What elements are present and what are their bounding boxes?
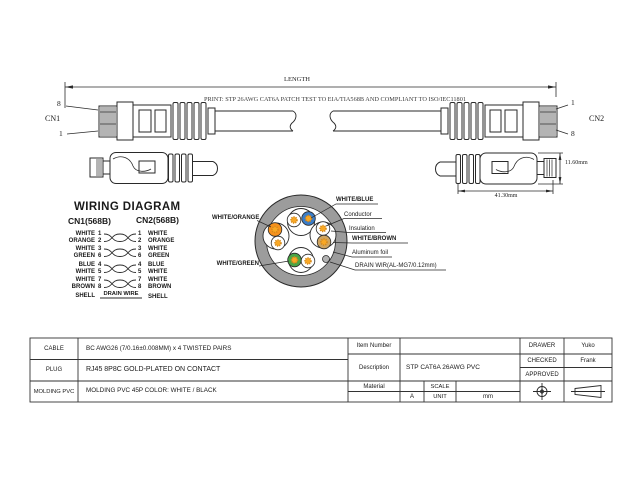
cn2-header: CN2(568B): [136, 215, 179, 225]
right-wire-color: WHITE: [148, 230, 168, 237]
plug-row-label: PLUG: [45, 367, 63, 373]
cn1-header: CN1(568B): [68, 216, 111, 226]
left-pin-number: 8: [98, 284, 102, 290]
left-wire-color: WHITE: [75, 269, 95, 275]
molding-row-value: MOLDING PVC 45P COLOR: WHITE / BLACK: [86, 387, 217, 394]
approved-label: APPROVED: [525, 371, 559, 378]
checked-value: Frank: [580, 358, 596, 364]
shell-label-right: SHELL: [148, 294, 168, 300]
revision-value: A: [409, 394, 414, 400]
unit-value: mm: [483, 394, 493, 400]
left-wire-color: WHITE: [75, 276, 95, 283]
left-pin-number: 2: [98, 238, 102, 244]
wiring-row: [58, 238, 194, 245]
cable-cross-section: [255, 195, 446, 287]
length41-dimension-value: 41.30mm: [494, 192, 518, 199]
cn1-pin8-callout: 8: [57, 99, 61, 108]
left-wire-color: BLUE: [78, 261, 95, 268]
left-wire-color: ORANGE: [68, 238, 95, 244]
shell-label-left: SHELL: [75, 293, 95, 299]
left-pin-number: 6: [98, 253, 102, 259]
cn1-pin1-callout: 1: [59, 129, 63, 138]
cn1-connector-front: [66, 102, 296, 140]
drawer-label: DRAWER: [528, 343, 556, 349]
cable-row-label: CABLE: [44, 346, 64, 352]
cn1-connector-side: [90, 153, 218, 184]
item-number-label: Item Number: [356, 343, 392, 349]
aluminum-foil-label: Aluminum foil: [352, 250, 389, 256]
material-label: Material: [363, 383, 385, 390]
right-pin-number: 8: [138, 284, 142, 290]
cn2-connector-front: [330, 102, 568, 140]
scale-label: SCALE: [430, 383, 450, 390]
white-brown-label: WHITE/BROWN: [352, 236, 397, 242]
description-label: Description: [358, 364, 389, 371]
projection-target-icon: [533, 383, 551, 400]
white-orange-label: WHITE/ORANGE: [212, 215, 260, 221]
right-pin-number: 1: [138, 230, 142, 237]
drain-wire-dot: [323, 256, 330, 263]
left-wire-color: WHITE: [75, 230, 95, 237]
left-pin-number: 1: [98, 230, 102, 237]
left-pin-number: 5: [98, 269, 102, 275]
cn2-connector-side: [436, 153, 557, 184]
right-pin-number: 6: [138, 253, 142, 259]
cable-row-value: BC AWG26 (7/0.16±0.008MM) x 4 TWISTED PAIRS: [86, 344, 232, 352]
right-wire-color: WHITE: [148, 245, 168, 252]
insulation-label: Insulation: [349, 225, 375, 232]
right-wire-color: GREEN: [148, 253, 170, 259]
left-wire-color: WHITE: [75, 245, 95, 252]
height-dimension-value: 11.60mm: [565, 160, 588, 166]
checked-label: CHECKED: [527, 358, 557, 364]
left-pin-number: 7: [98, 276, 102, 283]
conductor-label: Conductor: [344, 211, 372, 218]
description-value: STP CAT6A 26AWG PVC: [406, 364, 480, 371]
cn2-pin1-callout: 1: [571, 98, 575, 107]
unit-label: UNIT: [433, 394, 447, 400]
right-pin-number: 7: [138, 276, 142, 283]
right-pin-number: 5: [138, 269, 142, 275]
wiring-row: [58, 277, 194, 284]
right-pin-number: 4: [138, 261, 142, 268]
right-pin-number: 2: [138, 238, 142, 244]
right-wire-color: BROWN: [148, 284, 172, 290]
cable-print-text: PRINT: STP 26AWG CAT6A PATCH TEST TO EIA/TIA568B AND COMPLIANT TO ISO/IEC11801: [204, 96, 466, 103]
molding-row-label: MOLDING PVC: [33, 388, 75, 395]
left-wire-color: GREEN: [73, 253, 95, 259]
wiring-row: [58, 262, 194, 269]
cn2-pin8-callout: 8: [571, 129, 575, 138]
drain-wire-label: DRAIN WIRE: [103, 290, 139, 297]
drain-wire-callout: DRAIN WIR(AL-MG7/0.12mm): [355, 263, 437, 269]
projection-cone-icon: [571, 386, 605, 398]
right-pin-number: 3: [138, 245, 142, 252]
wiring-row: [58, 231, 194, 238]
right-wire-color: ORANGE: [148, 238, 175, 244]
wiring-row: [58, 269, 194, 276]
cn1-label: CN1: [45, 114, 61, 123]
left-pin-number: 3: [98, 245, 102, 252]
wiring-row: [58, 253, 194, 260]
right-wire-color: WHITE: [148, 269, 168, 275]
right-wire-color: BLUE: [148, 261, 165, 268]
wiring-diagram-title: WIRING DIAGRAM: [74, 201, 181, 213]
white-blue-label: WHITE/BLUE: [336, 196, 374, 203]
length-dimension-label: LENGTH: [284, 76, 310, 83]
white-green-label: WHITE/GREEN: [216, 261, 259, 267]
drawer-value: Yuko: [581, 343, 595, 349]
left-pin-number: 4: [98, 261, 102, 268]
cn2-label: CN2: [589, 114, 605, 123]
left-wire-color: BROWN: [71, 284, 95, 290]
wiring-row: [58, 246, 194, 253]
right-wire-color: WHITE: [148, 276, 168, 283]
plug-row-value: RJ45 8P8C GOLD-PLATED ON CONTACT: [86, 366, 221, 373]
